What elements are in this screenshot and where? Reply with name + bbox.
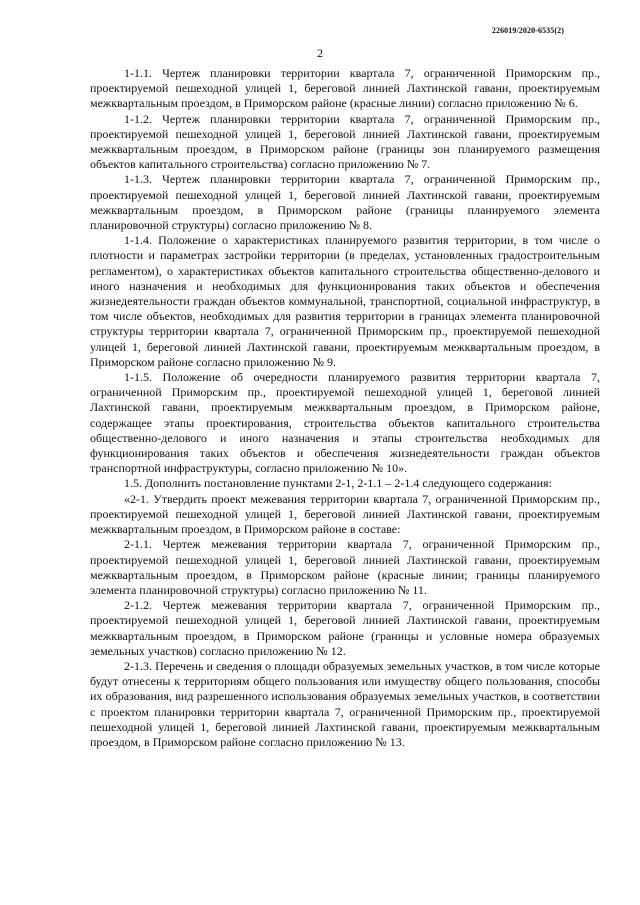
paragraph-2-1-2: 2-1.2. Чертеж межевания территории квартала 7, ограниченной Приморским пр., проектируемой пешеходной улицей 1, береговой линией Лахтинской гавани, проектируемым межквартальным проездом, в Приморском районе (границы и условные номера образуемых земельных участков) согласно приложению № 12.	[90, 598, 600, 658]
paragraph-2-1-1: 2-1.1. Чертеж межевания территории квартала 7, ограниченной Приморским пр., проектируемой пешеходной улицей 1, береговой линией Лахтинской гавани, проектируемым межквартальным проездом, в Приморском районе (красные линии; границы планируемого элемента планировочной структуры) согласно приложению № 11.	[90, 537, 600, 597]
paragraph-2-1: «2-1. Утвердить проект межевания территории квартала 7, ограниченной Приморским пр., проектируемой пешеходной улицей 1, береговой линией Лахтинской гавани, проектируемым межквартальным проездом, в Приморском районе в составе:	[90, 491, 600, 537]
paragraph-1-1-1: 1-1.1. Чертеж планировки территории квартала 7, ограниченной Приморским пр., проектируемой пешеходной улицей 1, береговой линией Лахтинской гавани, проектируемым межквартальным проездом, в Приморском районе (красные линии) согласно приложению № 6.	[90, 66, 600, 111]
document-body	[90, 66, 600, 750]
document-number: 226019/2020-6535(2)	[491, 26, 564, 35]
paragraph-1-1-4: 1-1.4. Положение о характеристиках планируемого развития территории, в том числе о плотности и параметрах застройки территории (в пределах, установленных градостроительным регламентом), о характеристиках объектов капитального строительства общественно-делового и иного назначения и необходимых для функционирования таких объектов и обеспечения жизнедеятельности граждан объектов коммунальной, транспортной, социальной инфраструктур, в том числе объектов, необходимых для развития территории в границах элемента планировочной структуры территории квартала 7, ограниченной Приморским пр., проектируемой пешеходной улицей 1, береговой линией Лахтинской гавани, проектируемым межквартальным проездом, в Приморском районе согласно приложению № 9.	[90, 233, 600, 369]
paragraph-1-1-5: 1-1.5. Положение об очередности планируемого развития территории квартала 7, ограниченной Приморским пр., проектируемой пешеходной улицей 1, береговой линией Лахтинской гавани, проектируемым межквартальным проездом, в Приморском районе, содержащее этапы проектирования, строительства объектов капитального строительства общественно-делового и иного назначения и этапы строительства необходимых для функционирования таких объектов и обеспечения жизнедеятельности граждан объектов транспортной инфраструктуры, согласно приложению № 10».	[90, 370, 600, 476]
paragraph-1-5: 1.5. Дополнить постановление пунктами 2-1, 2-1.1 – 2-1.4 следующего содержания:	[124, 476, 552, 491]
paragraph-1-1-2: 1-1.2. Чертеж планировки территории квартала 7, ограниченной Приморским пр., проектируемой пешеходной улицей 1, береговой линией Лахтинской гавани, проектируемым межквартальным проездом, в Приморском районе (границы зон планируемого размещения объектов капитального строительства) согласно приложению № 7.	[90, 111, 600, 172]
paragraph-1-1-3: 1-1.3. Чертеж планировки территории квартала 7, ограниченной Приморским пр., проектируемой пешеходной улицей 1, береговой линией Лахтинской гавани, проектируемым межквартальным проездом, в Приморском районе (границы планируемого элемента планировочной структуры) согласно приложению № 8.	[90, 172, 600, 233]
paragraph-2-1-3: 2-1.3. Перечень и сведения о площади образуемых земельных участков, в том числе которые будут отнесены к территориям общего пользования или имуществу общего пользования, способы их образования, вид разрешенного использования образуемых земельных участков, в соответствии с проектом планировки территории квартала 7, ограниченной Приморским пр., проектируемой пешеходной улицей 1, береговой линией Лахтинской гавани, проектируемым межквартальным проездом, в Приморском районе согласно приложению № 13.	[90, 658, 600, 749]
page-number: 2	[317, 46, 323, 60]
